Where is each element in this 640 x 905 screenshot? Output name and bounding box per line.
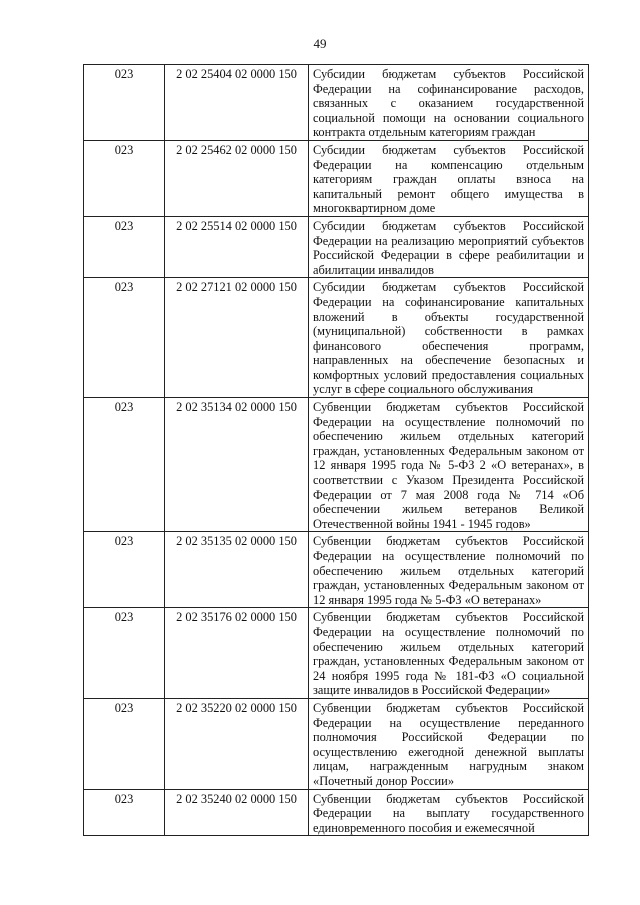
admin-code-cell: 023 — [84, 698, 165, 789]
revenue-name-cell: Субвенции бюджетам субъектов Российской Федерации на осуществление полномочий по обеспечению жильем отдельных категорий граждан, установленных Федеральным законом от 12 января 1995 года № 5-ФЗ «О ветеранах» — [309, 532, 589, 608]
admin-code-cell: 023 — [84, 398, 165, 532]
admin-code-cell: 023 — [84, 278, 165, 398]
revenue-name-cell: Субсидии бюджетам субъектов Российской Федерации на софинансирование капитальных вложений в объекты государственной (муниципальной) собственности в рамках финансового обеспечения программ, направленных на обеспечение безопасных и комфортных условий предоставления социальных услуг в сфере социального обслуживания — [309, 278, 589, 398]
revenue-name-cell: Субсидии бюджетам субъектов Российской Федерации на реализацию мероприятий субъектов Российской Федерации в сфере реабилитации и абилитации инвалидов — [309, 216, 589, 277]
revenue-name-cell: Субвенции бюджетам субъектов Российской Федерации на выплату государственного единовременного пособия и ежемесячной — [309, 789, 589, 836]
admin-code-cell: 023 — [84, 608, 165, 699]
table-row — [84, 216, 589, 277]
revenue-name-cell: Субвенции бюджетам субъектов Российской Федерации на осуществление полномочий по обеспечению жильем отдельных категорий граждан, установленных Федеральным законом от 24 ноября 1995 года № 181-ФЗ «О социальной защите инвалидов в Российской Федерации» — [309, 608, 589, 699]
admin-code-cell: 023 — [84, 532, 165, 608]
revenue-name-cell: Субвенции бюджетам субъектов Российской Федерации на осуществление полномочий по обеспечению жильем отдельных категорий граждан, установленных Федеральным законом от 12 января 1995 года № 5-ФЗ 2 «О ветеранах», в соответствии с Указом Президента Российской Федерации от 7 мая 2008 года № 714 «Об обеспечении жильем ветеранов Великой Отечественной войны 1941 - 1945 годов» — [309, 398, 589, 532]
admin-code-cell: 023 — [84, 789, 165, 836]
page-number: 49 — [313, 36, 327, 51]
admin-code-cell: 023 — [84, 140, 165, 216]
table-row — [84, 140, 589, 216]
table-row — [84, 789, 589, 836]
revenue-name-cell: Субсидии бюджетам субъектов Российской Федерации на софинансирование расходов, связанных с оказанием государственной социальной помощи на основании социального контракта отдельным категориям граждан — [309, 65, 589, 141]
table-row — [84, 532, 589, 608]
admin-code-cell: 023 — [84, 65, 165, 141]
revenue-name-cell: Субсидии бюджетам субъектов Российской Федерации на компенсацию отдельным категориям граждан оплаты взноса на капитальный ремонт общего имущества в многоквартирном доме — [309, 140, 589, 216]
budget-code-cell: 2 02 35220 02 0000 150 — [165, 698, 309, 789]
table-row — [84, 608, 589, 699]
budget-code-cell: 2 02 25404 02 0000 150 — [165, 65, 309, 141]
budget-codes-table — [83, 64, 589, 836]
admin-code-cell: 023 — [84, 216, 165, 277]
budget-code-cell: 2 02 25514 02 0000 150 — [165, 216, 309, 277]
table-row — [84, 398, 589, 532]
table-row — [84, 65, 589, 141]
budget-code-cell: 2 02 35240 02 0000 150 — [165, 789, 309, 836]
budget-code-cell: 2 02 27121 02 0000 150 — [165, 278, 309, 398]
table-row — [84, 278, 589, 398]
budget-code-cell: 2 02 25462 02 0000 150 — [165, 140, 309, 216]
budget-code-cell: 2 02 35176 02 0000 150 — [165, 608, 309, 699]
table-row — [84, 698, 589, 789]
budget-code-cell: 2 02 35135 02 0000 150 — [165, 532, 309, 608]
budget-code-cell: 2 02 35134 02 0000 150 — [165, 398, 309, 532]
revenue-name-cell: Субвенции бюджетам субъектов Российской Федерации на осуществление переданного полномочия Российской Федерации по осуществлению ежегодной денежной выплаты лицам, награжденным нагрудным знаком «Почетный донор России» — [309, 698, 589, 789]
